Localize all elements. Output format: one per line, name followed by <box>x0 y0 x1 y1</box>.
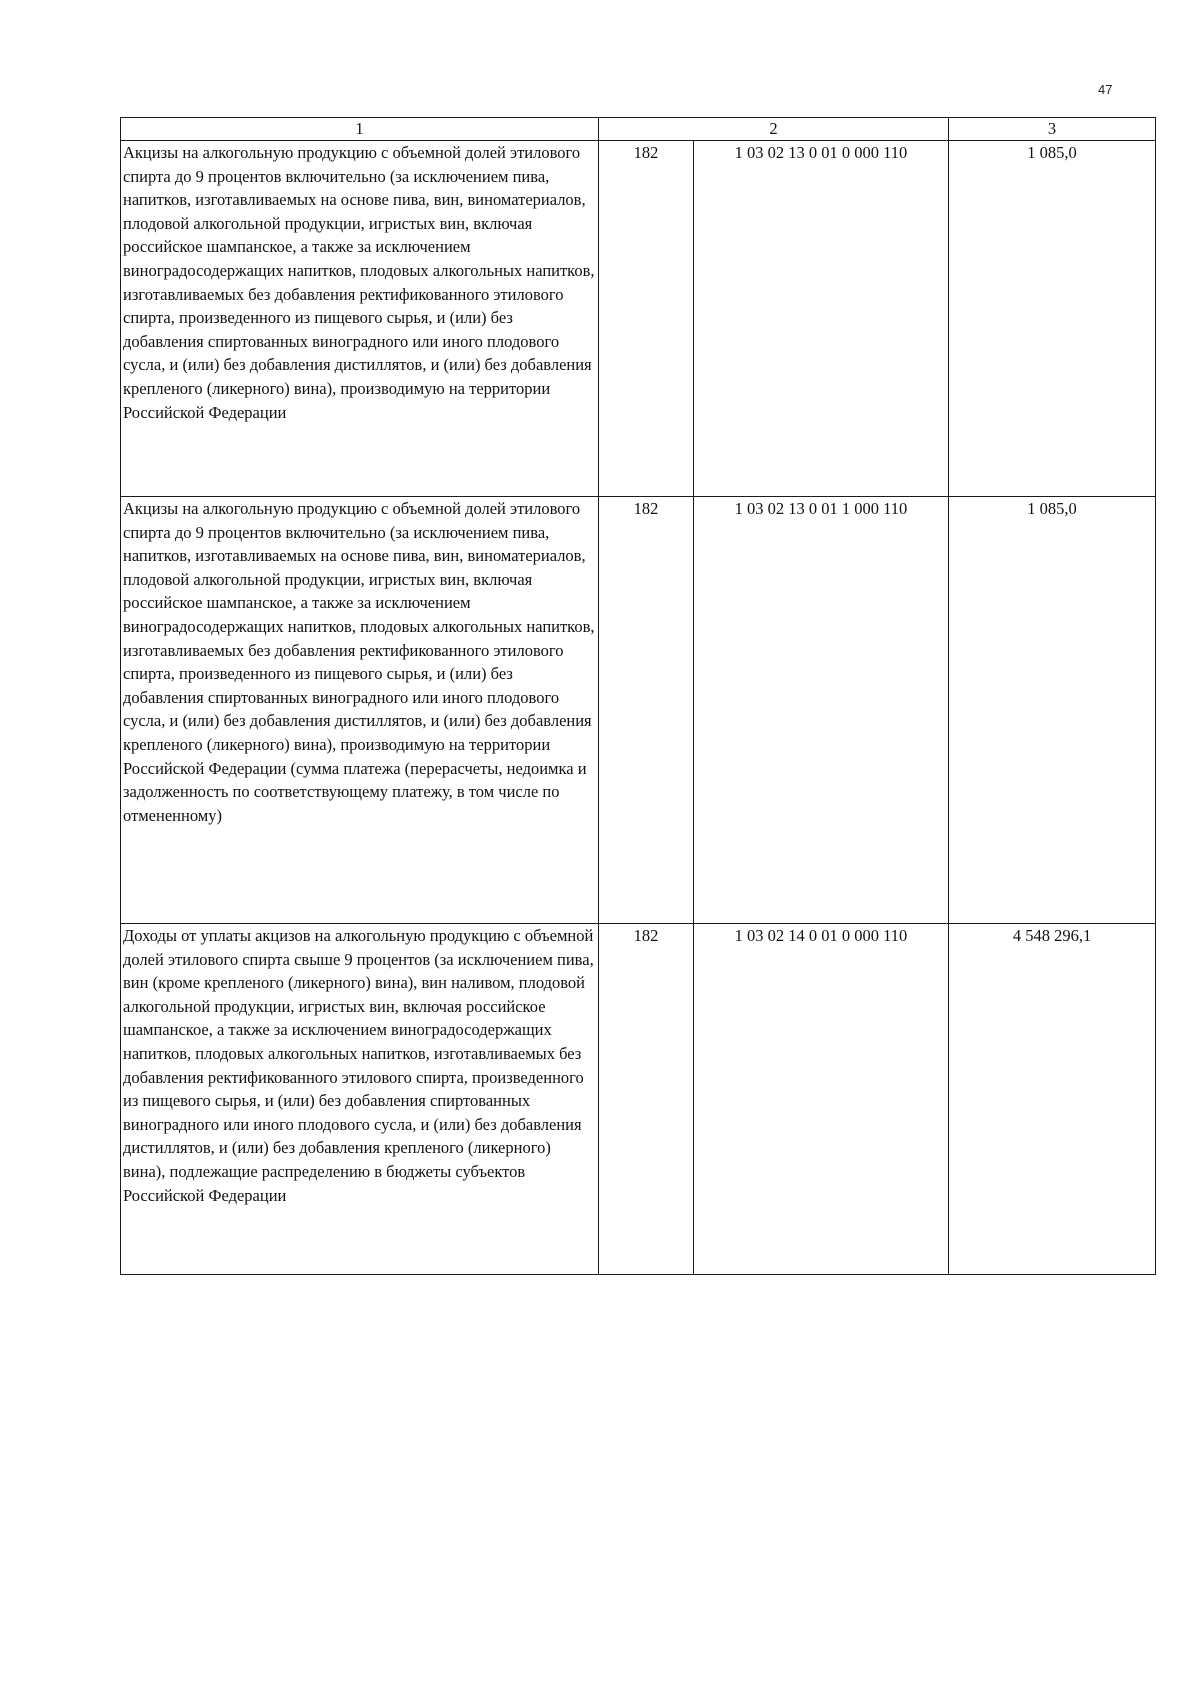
column-number-row <box>121 118 1156 141</box>
table-row <box>121 141 1156 497</box>
classification-code: 1 03 02 14 0 01 0 000 110 <box>694 924 949 1275</box>
table-row <box>121 924 1156 1275</box>
revenue-table <box>120 117 1156 1275</box>
column-number-1: 1 <box>121 118 599 141</box>
page-number: 47 <box>1098 82 1113 97</box>
classification-code: 1 03 02 13 0 01 1 000 110 <box>694 497 949 924</box>
table-row <box>121 497 1156 924</box>
classification-code: 1 03 02 13 0 01 0 000 110 <box>694 141 949 497</box>
column-number-3: 3 <box>949 118 1156 141</box>
income-description: Доходы от уплаты акцизов на алкогольную продукцию с объемной долей этилового спирта свыше 9 процентов (за исключением пива, вин (кроме крепленого (ликерного) вина), вин наливом, плодовой алкогольной продукции, игристых вин, включая российское шампанское, а также за исключением виноградосодержащих напитков, плодовых алкогольных напитков, изготавливаемых без добавления ректификованного этилового спирта, произведенного из пищевого сырья, и (или) без добавления спиртованных виноградного или иного плодового сусла, и (или) без добавления дистиллятов, и (или) без добавления крепленого (ликерного) вина), подлежащие распределению в бюджеты субъектов Российской Федерации <box>121 924 599 1275</box>
administrator-code: 182 <box>599 924 694 1275</box>
amount: 4 548 296,1 <box>949 924 1156 1275</box>
column-number-2: 2 <box>599 118 949 141</box>
amount: 1 085,0 <box>949 497 1156 924</box>
amount: 1 085,0 <box>949 141 1156 497</box>
income-description: Акцизы на алкогольную продукцию с объемной долей этилового спирта до 9 процентов включительно (за исключением пива, напитков, изготавливаемых на основе пива, вин, виноматериалов, плодовой алкогольной продукции, игристых вин, включая российское шампанское, а также за исключением виноградосодержащих напитков, плодовых алкогольных напитков, изготавливаемых без добавления ректификованного этилового спирта, произведенного из пищевого сырья, и (или) без добавления спиртованных виноградного или иного плодового сусла, и (или) без добавления дистиллятов, и (или) без добавления крепленого (ликерного) вина), производимую на территории Российской Федерации <box>121 141 599 497</box>
administrator-code: 182 <box>599 497 694 924</box>
administrator-code: 182 <box>599 141 694 497</box>
income-description: Акцизы на алкогольную продукцию с объемной долей этилового спирта до 9 процентов включительно (за исключением пива, напитков, изготавливаемых на основе пива, вин, виноматериалов, плодовой алкогольной продукции, игристых вин, включая российское шампанское, а также за исключением виноградосодержащих напитков, плодовых алкогольных напитков, изготавливаемых без добавления ректификованного этилового спирта, произведенного из пищевого сырья, и (или) без добавления спиртованных виноградного или иного плодового сусла, и (или) без добавления дистиллятов, и (или) без добавления крепленого (ликерного) вина), производимую на территории Российской Федерации (сумма платежа (перерасчеты, недоимка и задолженность по соответствующему платежу, в том числе по отмененному) <box>121 497 599 924</box>
